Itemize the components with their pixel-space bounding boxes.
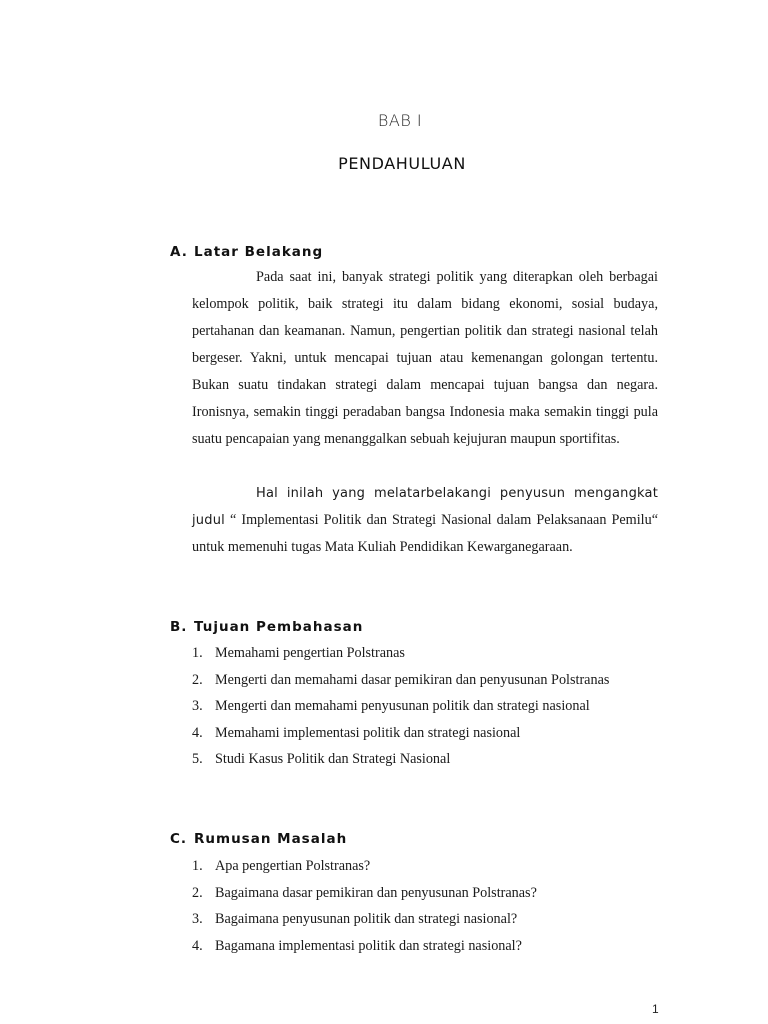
section-a-paragraph-2-lead: Hal inilah yang melatarbelakangi penyusun mengangkat judul bbox=[192, 486, 658, 528]
section-c-letter: C. bbox=[170, 831, 188, 847]
chapter-title: PENDAHULUAN bbox=[338, 154, 466, 173]
list-item-text: Mengerti dan memahami dasar pemikiran dan penyusunan Polstranas bbox=[215, 671, 610, 688]
list-item bbox=[192, 720, 609, 747]
list-item-text: Apa pengertian Polstranas? bbox=[215, 858, 371, 874]
list-item-text: Mengerti dan memahami penyusunan politik dan strategi nasional bbox=[215, 698, 590, 714]
section-a-letter: A. bbox=[170, 244, 188, 260]
list-item-text: Memahami implementasi politik dan strategi nasional bbox=[215, 724, 521, 741]
list-item bbox=[192, 906, 537, 933]
section-a-paragraph-2 bbox=[192, 480, 658, 561]
list-item bbox=[192, 746, 609, 773]
section-c-heading bbox=[170, 831, 347, 847]
section-a-paragraph-2-rest: “ Implementasi Politik dan Strategi Nasional dalam Pelaksanaan Pemilu“ untuk memenuhi tugas Mata Kuliah Pendidikan Kewarganegaraan. bbox=[192, 512, 658, 555]
section-a-heading bbox=[170, 244, 323, 260]
list-item-number: 1. bbox=[192, 858, 203, 874]
list-item-number: 4. bbox=[192, 937, 203, 954]
list-item-number: 3. bbox=[192, 911, 203, 927]
section-b-heading bbox=[170, 619, 363, 635]
problem-list bbox=[192, 853, 537, 959]
list-item-number: 2. bbox=[192, 884, 203, 901]
list-item-text: Bagamana implementasi politik dan strategi nasional? bbox=[215, 937, 522, 954]
section-b-letter: B. bbox=[170, 619, 188, 635]
list-item-text: Bagaimana dasar pemikiran dan penyusunan Polstranas? bbox=[215, 884, 537, 901]
section-c-title: Rumusan Masalah bbox=[194, 831, 348, 847]
section-a-paragraph-1 bbox=[192, 264, 658, 453]
list-item-text: Studi Kasus Politik dan Strategi Nasional bbox=[215, 751, 451, 767]
list-item bbox=[192, 640, 609, 667]
page-number: 1 bbox=[652, 1002, 659, 1016]
list-item bbox=[192, 880, 537, 907]
list-item bbox=[192, 693, 609, 720]
list-item-number: 1. bbox=[192, 645, 203, 661]
section-a-paragraph-1-text: Pada saat ini, banyak strategi politik yang diterapkan oleh berbagai kelompok politik, baik strategi itu dalam bidang ekonomi, sosial budaya, pertahanan dan keamanan. Namun, pengertian politik dan strategi nasional telah bergeser. Yakni, untuk mencapai tujuan atau kemenangan golongan tertentu. Bukan suatu tindakan strategi dalam mencapai tujuan bangsa dan negara. Ironisnya, semakin tinggi peradaban bangsa Indonesia maka semakin tinggi pula suatu pencapaian yang menanggalkan sebuah kejujuran maupun sportifitas. bbox=[192, 269, 658, 447]
objectives-list bbox=[192, 640, 609, 773]
list-item-number: 5. bbox=[192, 751, 203, 767]
list-item bbox=[192, 933, 537, 960]
list-item-number: 4. bbox=[192, 724, 203, 741]
list-item bbox=[192, 853, 537, 880]
section-a-title: Latar Belakang bbox=[194, 244, 324, 260]
list-item bbox=[192, 667, 609, 694]
list-item-number: 3. bbox=[192, 698, 203, 714]
list-item-text: Memahami pengertian Polstranas bbox=[215, 645, 405, 661]
chapter-label: BAB I bbox=[377, 111, 423, 130]
list-item-text: Bagaimana penyusunan politik dan strategi nasional? bbox=[215, 911, 518, 927]
section-b-title: Tujuan Pembahasan bbox=[194, 619, 364, 635]
list-item-number: 2. bbox=[192, 671, 203, 688]
